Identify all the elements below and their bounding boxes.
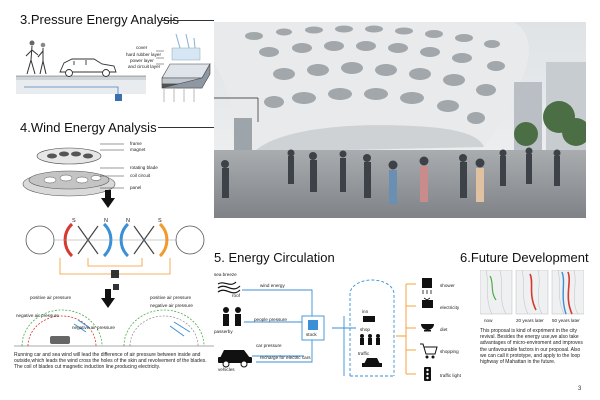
- wind-turbine-icon: [218, 282, 240, 293]
- pole-label-1: S: [72, 218, 76, 224]
- circulation-section-title: 5. Energy Circulation: [214, 250, 335, 265]
- down-arrow-icon: [101, 198, 115, 208]
- source-sea-breeze: sea breeze: [214, 272, 237, 277]
- source-vehicles: vehicles: [218, 367, 235, 372]
- wind-label-blade: rotating blade: [130, 165, 158, 170]
- energy-circulation-diagram: [212, 266, 472, 384]
- map-caption-now: now: [484, 318, 493, 323]
- flow-people-pressure: people pressure: [254, 317, 287, 322]
- air-label-positive-1: positive air pressure: [30, 295, 72, 300]
- hero-rendering: [214, 22, 586, 218]
- use-shop: shop: [360, 327, 370, 332]
- pole-label-4: S: [158, 218, 162, 224]
- source-passerby: passerby: [214, 329, 233, 334]
- future-description: This proposal is kind of expriment in the city revival. Besides the energy use,we also take advantages of micro-enviroment and improves the unfavourable factors in our proposal. Also we can call it prototype, and apply to the loop highway of Mahattan in the future.: [480, 328, 583, 366]
- pressure-label-cover: cover: [136, 45, 148, 50]
- pedestrians-icon: [26, 41, 46, 75]
- use-inn: inn: [362, 309, 369, 314]
- pressure-layer-diagram: [162, 34, 210, 102]
- wind-section-title: 4.Wind Energy Analysis: [20, 120, 157, 135]
- air-label-negative-2: negative air pressure: [72, 325, 115, 330]
- car-icon-circulation: [218, 350, 252, 367]
- car-icon: [60, 59, 116, 77]
- bowl-icon: [421, 324, 434, 332]
- wind-label-coil: coil circuit: [130, 173, 151, 178]
- air-label-negative-3: negative air pressure: [150, 303, 193, 308]
- stock-label: stock: [306, 332, 317, 337]
- pole-label-2: N: [104, 218, 108, 224]
- page-number: 3: [578, 386, 582, 392]
- pressure-label-circuit: and circuit layer: [128, 64, 161, 69]
- pressure-section-title: 3.Pressure Energy Analysis: [20, 12, 179, 27]
- tv-icon: [422, 298, 433, 308]
- pressure-title-leader: [162, 20, 214, 21]
- flow-wind-energy: wind energy: [260, 283, 285, 288]
- wind-description: Running car and sea wind will lead the difference of air pressure between inside and outside,which leads the wind cross the holes of the skin and revolvement of the blades. The coil of blades cut magnetic induction line,producing electricity.: [14, 352, 207, 371]
- map-caption-20: 20 years later: [516, 318, 544, 323]
- shower-icon: [422, 278, 432, 294]
- cart-icon: [420, 344, 437, 359]
- output-electricity: electricity: [440, 305, 460, 310]
- pressure-illustration: [14, 30, 214, 110]
- pressure-label-rubber: hard rubber layer: [126, 52, 161, 57]
- air-label-positive-2: positive air pressure: [150, 295, 192, 300]
- source-roof: roof: [232, 293, 240, 298]
- people-icon: [223, 307, 241, 326]
- output-diet: diet: [440, 327, 448, 332]
- output-shopping: shopping: [440, 349, 459, 354]
- future-section-title: 6.Future Development: [460, 250, 589, 265]
- output-traffic-light: traffic light: [440, 373, 461, 378]
- wind-panel-exploded: [14, 136, 134, 200]
- wind-label-panel: panel: [130, 185, 142, 190]
- output-shower: shower: [440, 283, 455, 288]
- use-traffic: traffic: [358, 351, 370, 356]
- flow-recharge: recharge for electric cars: [260, 355, 311, 360]
- wind-label-magnet: magnet: [130, 147, 146, 152]
- down-arrow-stem: [105, 190, 111, 199]
- wind-title-leader: [158, 127, 214, 128]
- down-arrow-stem-2: [105, 289, 111, 299]
- pole-label-3: N: [126, 218, 130, 224]
- source-car-pressure: car pressure: [256, 343, 282, 348]
- wind-label-frame: frame: [130, 141, 142, 146]
- map-caption-50: 50 years later: [552, 318, 580, 323]
- wind-generator-diagram: [20, 212, 210, 292]
- traffic-light-icon: [424, 367, 431, 381]
- air-label-negative-1: negative air pressure: [16, 313, 59, 318]
- future-maps: [480, 270, 584, 316]
- pressure-label-power: power layer: [130, 58, 154, 63]
